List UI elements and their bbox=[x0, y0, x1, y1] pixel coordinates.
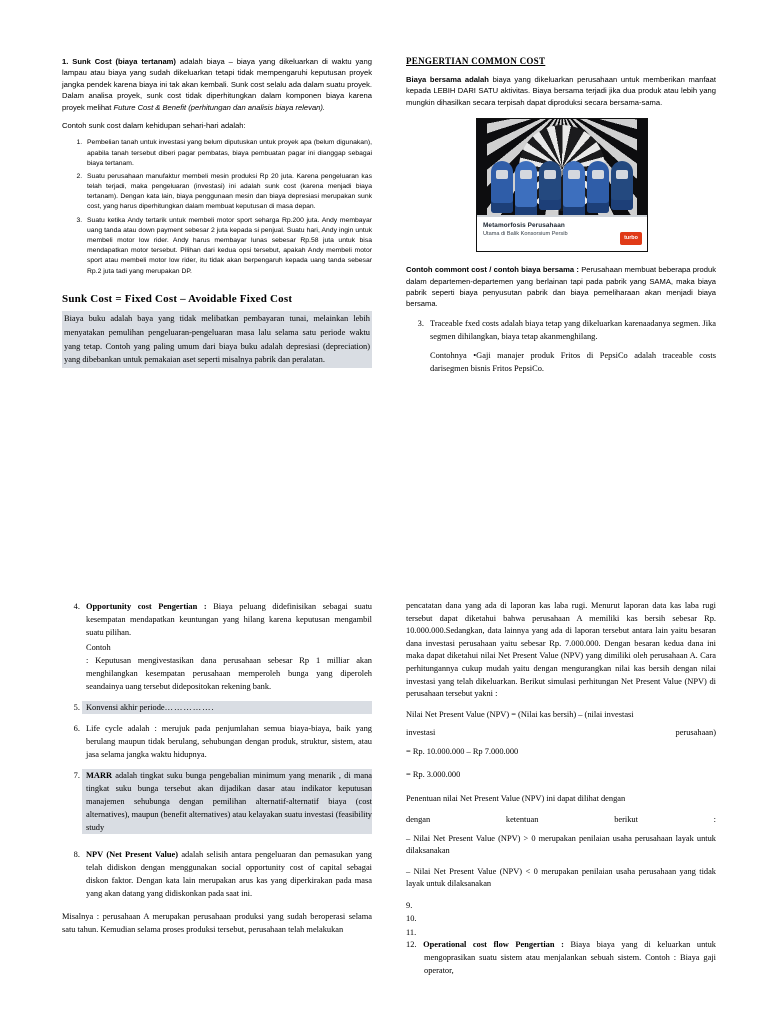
list-item-konvensi bbox=[82, 701, 372, 714]
traceable-cost-example: Contohnya •Gaji manajer produk Fritos di PepsiCo adalah traceable costs darisegmen bisnis Fritos PepsiCo. bbox=[430, 350, 716, 373]
book-subtitle: Utama di Balik Konsorsium Persib bbox=[483, 231, 568, 238]
list-item-opportunity-cost bbox=[82, 600, 372, 693]
common-cost-example-term: Contoh commont cost / contoh biaya bersama : bbox=[406, 265, 579, 275]
figure-head bbox=[611, 161, 633, 210]
list-item-marr bbox=[82, 769, 372, 834]
sunk-cost-formula: Sunk Cost = Fixed Cost – Avoidable Fixed Cost bbox=[62, 292, 293, 305]
opportunity-cost-text: Biaya peluang didefinisikan sebagai suatu kesempatan mendapatkan keuntungan yang hilang karena keputusan mengambil suatu pilihan. bbox=[86, 602, 372, 638]
example-label: Contoh bbox=[86, 643, 111, 653]
crowd-illustration bbox=[477, 161, 647, 219]
list-item: 2. Suatu perusahaan manufaktur membeli mesin produksi Rp 20 juta. Karena pengeluaran kas telah terjadi, maka pengeluaran (investasi) ini adalah sunk cost (karena menjadi biaya tertanam). Dengan kata lain, biaya penggunaan mesin dan biaya depresiasi merupakan sunk cost, yang harus diperhitungkan dalam membuat keputusan di masa depan. bbox=[84, 172, 372, 213]
operational-cost-title: Operational cost flow Pengertian : bbox=[423, 940, 564, 950]
book-cost-highlight: Biaya buku adalah baya yang tidak melibatkan pembayaran tunai, melainkan lebih menyatakan pemulihan pengeluaran-pengeluaran masa lalu selama satu periode waktu yang tetap. Contoh yang paling umum dari biaya buku adalah depresiasi (depreciation) yang dibebankan untuk pemakaian aset seperti misalnya pabrik dan peralatan. bbox=[62, 311, 372, 368]
list-item: 3. Suatu ketika Andy tertarik untuk membeli motor sport seharga Rp.200 juta. Andy membayar uang tanda atau down payment sebesar 2 juta kepada si penjual. Suatu hari, Andy ingin untuk membeli motor low rider. Andy harus membayar lunas sebesar Rp.58 juta untuk bisa mendapatkan motor tersebut. Pilihan dari kedua opsi tersebut, apakah Andy membeli motor sport atau membeli motor low rider, itu tidak akan berpengaruh kepada uang tanda sebesar Rp.2 juta tadi yang merupakan DP. bbox=[84, 216, 372, 277]
right-column-top bbox=[406, 56, 716, 383]
sunk-cost-term: Sunk Cost (biaya tertanam) bbox=[72, 57, 176, 66]
npv-equation-3: = Rp. 3.000.000 bbox=[406, 769, 461, 779]
npv-perusahaan-label: perusahaan) bbox=[675, 728, 716, 738]
traceable-cost-text: Traceable fxed costs adalah biaya tetap yang dikeluarkan karenaadanya segmen. Jika segmen dihilangkan, biaya tetap akanmenghilang. bbox=[430, 318, 716, 341]
npv-equation-1 bbox=[406, 709, 716, 722]
life-cycle-text: Life cycle adalah : merujuk pada penjumlahan semua biaya-biaya, baik yang berulang maupun tidak berulang, sehubungan dengan produk, struktur, sistem, atau jasa selama jangka waktu hidupnya. bbox=[86, 724, 372, 760]
empty-list-item-9: 9. bbox=[406, 900, 413, 910]
book-cover-image bbox=[476, 118, 648, 252]
npv-rule-ketentuan: ketentuan bbox=[505, 814, 539, 824]
opportunity-cost-example-text: : Keputusan mengivestasikan dana perusahaan sebesar Rp 1 milliar akan menghilangkan kesempatan perusahaan memperoleh bunga yang diperoleh seandainya uang tersebut didepositokan rekening bank. bbox=[86, 656, 372, 692]
konvensi-dots: ……………. bbox=[164, 703, 215, 713]
operational-cost-item bbox=[406, 939, 716, 977]
sunk-cost-paragraph bbox=[62, 56, 372, 113]
common-cost-example bbox=[406, 264, 716, 310]
operational-cost-text: Biaya biaya yang di keluarkan untuk mengoprasikan suatu sistem atau menjalankan sebuah sistem. Contoh : Biaya gaji operator, bbox=[424, 940, 716, 975]
npv-rule-1: – Nilai Net Present Value (NPV) > 0 merupakan penilaian usaha perusahaan layak untuk dilaksanakan bbox=[406, 833, 716, 856]
npv-closing-paragraph: Misalnya : perusahaan A merupakan perusahaan produksi yang sudah beroperasi selama satu tahun. Kemudian selama proses produksi tersebut, perusahaan telah melakukan bbox=[62, 912, 372, 935]
common-cost-example-body: Perusahaan membuat beberapa produk dalam departemen-departemen yang berlainan tapi pada pabrik yang SAMA, maka biaya pabrik seperti biaya penyusutan pabrik dan biaya pemeliharaan akan menjadi biaya bersama. bbox=[406, 265, 716, 309]
npv-equation-1-tail bbox=[406, 727, 716, 740]
npv-investasi-label: investasi bbox=[406, 728, 436, 738]
opportunity-cost-title: Opportunity cost Pengertian : bbox=[86, 602, 207, 611]
common-cost-term: Biaya bersama adalah bbox=[406, 75, 489, 84]
opportunity-cost-example bbox=[86, 641, 372, 654]
book-title: Metamorfosis Perusahaan bbox=[483, 222, 565, 230]
npv-rule-intro-left: Penentuan nilai Net Present Value (NPV) ini dapat dilihat dengan bbox=[406, 794, 626, 804]
npv-rule-colon: : bbox=[713, 814, 716, 824]
figure-head bbox=[491, 161, 513, 213]
npv-text: adalah selisih antara pengeluaran dan pemasukan yang telah didiskon dengan menggunakan social opportunity cost of capital sebagai diskon faktor. Dengan kata lain merupakan arus kas yang diperkirakan pada masa yang akan datang yang didiskonkan pada saat ini. bbox=[86, 850, 372, 899]
sunk-cost-number: 1. bbox=[62, 57, 69, 66]
npv-equation-1-left: Nilai Net Present Value (NPV) = (Nilai kas bersih) – (nilai investasi bbox=[406, 709, 634, 719]
npv-title: NPV (Net Present Value) bbox=[86, 850, 179, 860]
common-cost-heading: PENGERTIAN COMMON COST bbox=[406, 56, 546, 66]
book-cover-banner bbox=[477, 215, 647, 251]
list-item bbox=[426, 317, 716, 375]
npv-rule-berikut: berikut bbox=[614, 814, 638, 824]
list-item-npv bbox=[82, 848, 372, 900]
npv-rule-intro-row bbox=[406, 814, 716, 827]
npv-rule-dengan: dengan bbox=[406, 814, 431, 824]
list-item-life-cycle bbox=[82, 722, 372, 761]
figure-head bbox=[539, 161, 561, 210]
left-column-bottom bbox=[62, 600, 372, 943]
sunk-cost-example-list bbox=[62, 138, 372, 276]
concept-list bbox=[62, 600, 372, 900]
sunk-cost-body: adalah biaya – biaya yang dikeluarkan di waktu yang lampau atau biaya yang sudah dikeluarkan tetapi tidak mempengaruhi keputusan proyek jangka pendek karena biaya ini tak akan kembali. Sunk cost selalu ada dalam suatu proyek. Dalam analisa proyek, sunk cost tidak diperhitungkan dalam komponen biaya karena proyek melihat bbox=[62, 57, 372, 112]
common-cost-body: biaya yang dikeluarkan perusahaan untuk memberikan manfaat kepada LEBIH DARI SATU aktivitas. Biaya bersama terjadi jika dua produk atau lebih yang mungkin dihasilkan secara terpisah dapat diproduksi secara bersama-sama. bbox=[406, 75, 716, 107]
npv-calculation-paragraph: pencatatan dana yang ada di laporan kas laba rugi. Menurut laporan data kas laba rugi tersebut dapat diketahui bahwa perusahaan A memiliki kas bersih sebesar Rp. 10.000.000.Sedangkan, data lainnya yang ada di laporan tersebut antara lain yaitu besaran dana investasi perusahaan yaitu sebesar Rp. 7.000.000. Dengan besaran kedua dana ini maka dapat diketahui nilai Net Present Value (NPV) yang dimiliki oleh perusahaan A. Cara perhitungannya cukup mudah yaitu dengan mengurangkan nilai kas bersih dengan nilai investasi yang telah dikeluarkan. Berikut simulasi perhitungan Net Present Value (NPV) di perusahaan tersebut yakni : bbox=[406, 601, 716, 699]
sunk-cost-italic: Future Cost & Benefit bbox=[113, 102, 187, 112]
marr-title: MARR bbox=[86, 771, 113, 781]
list-item: 1. Pembelian tanah untuk investasi yang belum diputuskan untuk proyek apa (belum digunakan), apabila tanah tersebut diberi pagar pembatas, biaya pembuatan pagar ini dianggap sebagai biaya tertanam. bbox=[84, 138, 372, 169]
traceable-cost-list bbox=[406, 317, 716, 375]
figure-head bbox=[587, 161, 609, 213]
top-columns bbox=[62, 56, 716, 383]
npv-equation-2: = Rp. 10.000.000 – Rp 7.000.000 bbox=[406, 747, 519, 757]
sunk-cost-body-tail: (perhitungan dan analisis biaya relevan). bbox=[188, 102, 326, 112]
common-cost-definition bbox=[406, 74, 716, 108]
right-column-bottom bbox=[406, 600, 716, 985]
empty-list-item-11: 11. bbox=[406, 927, 417, 937]
left-column-top bbox=[62, 56, 372, 368]
examples-heading: Contoh sunk cost dalam kehidupan sehari-hari adalah: bbox=[62, 120, 246, 130]
marr-text: adalah tingkat suku bunga pengebalian minimum yang menarik , di mana tingkat suku bunga tersebut akan dijadikan dasar atau indikator keputusan manajemen sehubunga dengan pemilihan alternatif-alternatif biaya (cost alternatives), maupun (benefit alternatives) atau kelayakan suatu investasi (feasibility study bbox=[86, 771, 372, 833]
npv-rule-intro bbox=[406, 793, 716, 806]
figure-head bbox=[563, 161, 585, 217]
bottom-columns bbox=[62, 600, 716, 985]
operational-cost-number: 12. bbox=[406, 940, 417, 950]
publisher-badge: turbo bbox=[620, 232, 642, 245]
empty-list-item-10: 10. bbox=[406, 914, 417, 924]
book-cover-figure bbox=[476, 118, 646, 252]
figure-head bbox=[515, 161, 537, 217]
konvensi-title: Konvensi akhir periode bbox=[86, 703, 165, 713]
npv-rule-2: – Nilai Net Present Value (NPV) < 0 merupakan penilaian usaha perusahaan yang tidak layak untuk dilaksanakan bbox=[406, 866, 716, 889]
